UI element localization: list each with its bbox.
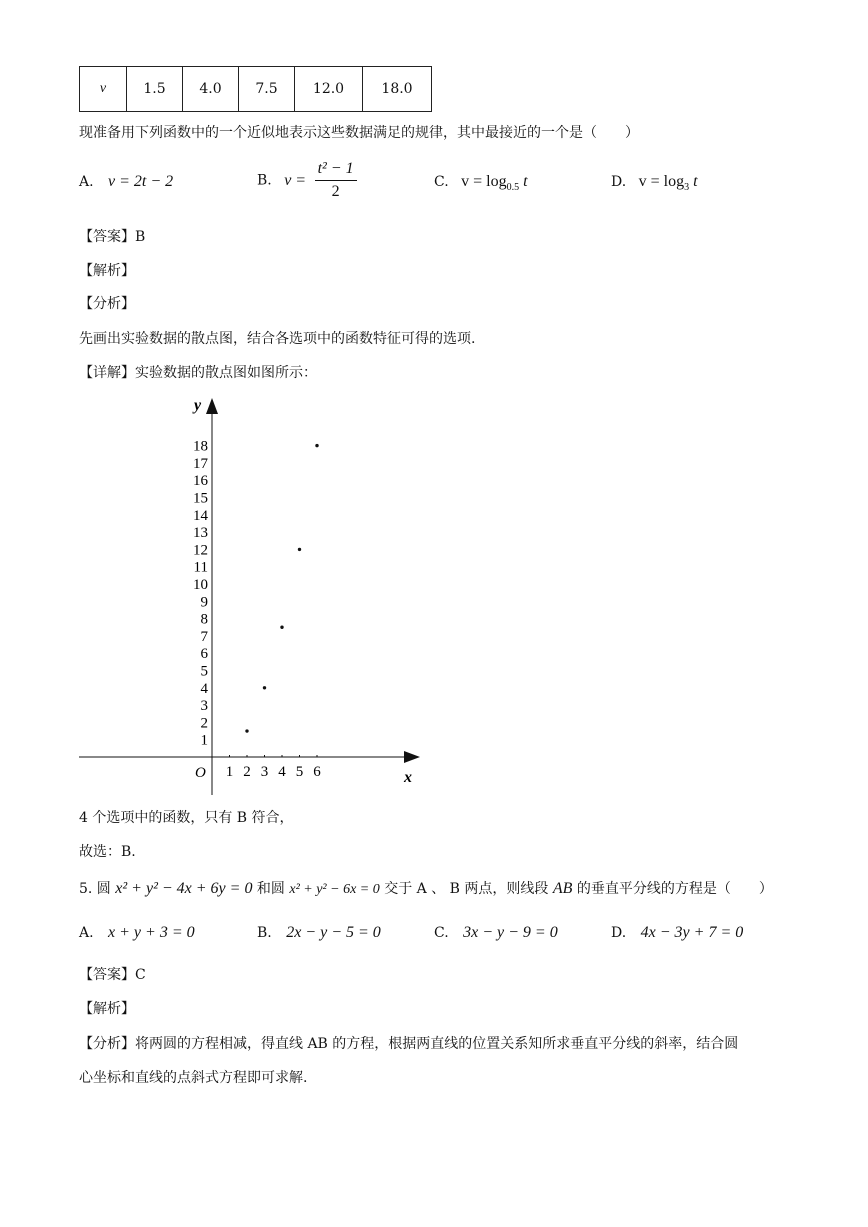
circle-1-equation: x² + y² − 4x + 6y = 0: [115, 880, 253, 897]
q4-xiangjie: 【详解】实验数据的散点图如图所示：: [79, 365, 317, 381]
q4-conclusion-1: 4 个选项中的函数，只有 B 符合，: [79, 810, 294, 826]
q4-fenxi-text: 先画出实验数据的散点图，结合各选项中的函数特征可得的选项.: [79, 331, 476, 347]
option-math: x + y + 3 = 0: [108, 924, 195, 941]
q5-fenxi-line-2: 心坐标和直线的点斜式方程即可求解.: [79, 1070, 308, 1086]
origin-label: O: [195, 765, 206, 781]
table-cell: 4.0: [183, 67, 239, 112]
x-tick-label: 1: [225, 764, 234, 780]
q5-option-a: [79, 924, 195, 942]
y-tick-label: 16: [193, 473, 208, 490]
axes: [79, 398, 420, 795]
circle-2-equation: x² + y² − 6x = 0: [289, 882, 380, 897]
y-tick-label: 18: [193, 438, 208, 455]
option-label: B.: [257, 172, 272, 189]
fraction-denominator: 2: [331, 183, 340, 200]
table-cell: 18.0: [363, 67, 432, 112]
option-math: 2x − y − 5 = 0: [286, 924, 381, 941]
q5-stem-prefix: 5. 圆: [79, 881, 116, 897]
option-math: v =: [284, 171, 307, 189]
option-label: A.: [79, 174, 94, 190]
math-tail: t: [689, 173, 698, 190]
scatter-point: [245, 729, 248, 732]
q5-option-c: [434, 924, 558, 942]
y-tick-label: 3: [200, 698, 208, 715]
option-math: 4x − 3y + 7 = 0: [640, 924, 744, 941]
q4-answer: 【答案】B: [79, 229, 146, 245]
math-tail: t: [519, 173, 528, 190]
q5-stem-end: 的垂直平分线的方程是（ ）: [572, 881, 773, 897]
q4-jiexi: 【解析】: [79, 263, 135, 279]
y-tick-label: 11: [193, 559, 208, 576]
option-math: 3x − y − 9 = 0: [463, 924, 558, 941]
y-tick-label: 13: [193, 525, 208, 542]
q5-stem-suffix: 交于 A 、 B 两点，则线段: [379, 881, 553, 897]
x-tick-label: 5: [295, 764, 304, 780]
y-axis-label: y: [194, 397, 202, 414]
log-base: 3: [684, 182, 690, 194]
option-label: D.: [611, 174, 627, 190]
option-label: B.: [257, 925, 272, 941]
x-tick-label: 2: [243, 764, 251, 780]
table-cell: 7.5: [239, 67, 295, 112]
x-tick-label: 6: [313, 764, 321, 780]
q4-conclusion-2: 故选：B.: [79, 844, 136, 860]
table-cell: 1.5: [127, 67, 183, 112]
option-math: v = 2t − 2: [108, 173, 174, 190]
x-axis-label: x: [404, 769, 412, 786]
q5-option-d: [611, 924, 743, 942]
y-tick-label: 5: [200, 663, 208, 680]
x-ticks: [226, 755, 322, 780]
x-axis-arrow: [404, 751, 420, 763]
option-label: D.: [611, 925, 627, 941]
q5-stem: [79, 878, 773, 898]
scatter-point: [298, 548, 301, 551]
q5-stem-mid: 和圆: [252, 881, 290, 897]
y-tick-label: 12: [193, 542, 208, 559]
scatter-point: [263, 686, 266, 689]
q5-option-b: [257, 924, 381, 942]
y-ticks: [193, 439, 209, 749]
x-tick-label: 3: [260, 764, 269, 780]
table-header-cell: v: [80, 67, 127, 112]
option-label: A.: [79, 925, 94, 941]
y-tick-label: 15: [193, 490, 208, 507]
q4-fenxi: 【分析】: [79, 296, 135, 312]
y-tick-label: 10: [193, 577, 208, 593]
log-base: 0.5: [506, 182, 520, 194]
data-points: [245, 444, 318, 733]
y-axis-arrow: [206, 398, 218, 414]
y-tick-label: 1: [200, 732, 208, 749]
segment-label: AB: [552, 880, 573, 897]
y-tick-label: 4: [200, 680, 208, 697]
y-tick-label: 14: [193, 507, 208, 524]
option-label: C.: [434, 174, 449, 190]
scatter-point: [315, 444, 318, 447]
option-label: C.: [434, 925, 449, 941]
y-tick-label: 2: [200, 715, 208, 732]
x-tick-label: 4: [278, 764, 286, 780]
q5-answer: 【答案】C: [79, 967, 146, 983]
y-tick-label: 17: [193, 455, 208, 472]
y-tick-label: 9: [200, 594, 208, 611]
math-text: v = log: [461, 173, 507, 190]
table-cell: 12.0: [295, 67, 363, 112]
q5-jiexi: 【解析】: [79, 1001, 135, 1017]
y-tick-label: 7: [200, 628, 208, 645]
scatter-point: [280, 626, 283, 629]
math-text: v = log: [638, 173, 685, 190]
y-tick-label: 8: [200, 611, 208, 628]
fraction-numerator: t² − 1: [315, 160, 357, 181]
y-tick-label: 6: [200, 646, 208, 663]
q4-stem: 现准备用下列函数中的一个近似地表示这些数据满足的规律，其中最接近的一个是（ ）: [79, 125, 639, 141]
q5-fenxi-line-1: 【分析】将两圆的方程相减，得直线 AB 的方程，根据两直线的位置关系知所求垂直平分线的斜率，结合圆: [79, 1036, 739, 1052]
